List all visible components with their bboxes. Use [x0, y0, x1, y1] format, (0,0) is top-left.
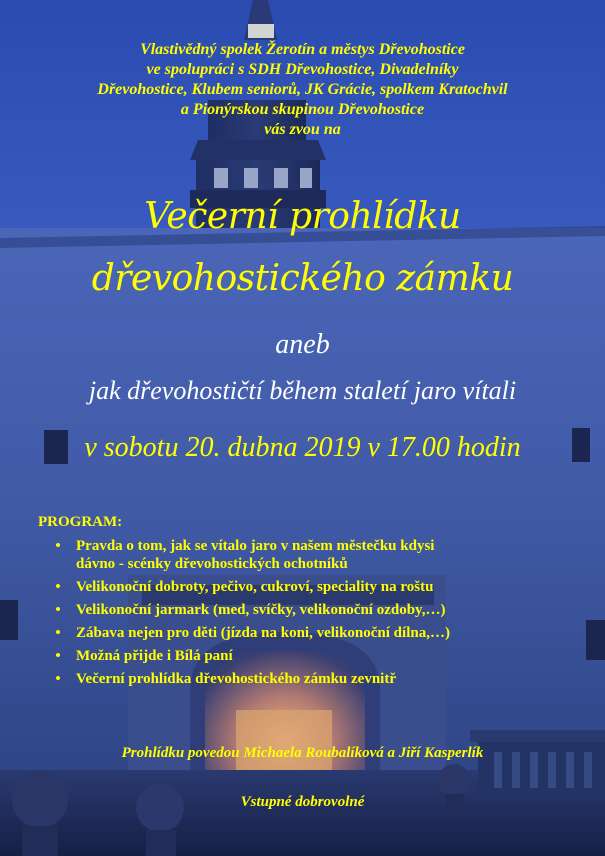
list-item-text: Večerní prohlídka dřevohostického zámku zevnitř — [76, 671, 397, 687]
list-item — [52, 578, 592, 596]
intro-line: vás zvou na — [264, 121, 341, 138]
bullet-icon: • — [55, 671, 61, 687]
event-date: v sobotu 20. dubna 2019 v 17.00 hodin — [84, 432, 521, 463]
aneb-text: aneb — [275, 329, 330, 360]
event-title — [0, 186, 605, 310]
entry-fee: Vstupné dobrovolné — [240, 794, 365, 810]
list-item-text: Pravda o tom, jak se vítalo jaro v našem městečku kdysi — [76, 538, 435, 554]
intro-line: Dřevohostice, Klubem seniorů, JK Grácie, spolkem Kratochvil — [97, 81, 508, 98]
list-item-text: dávno - scénky dřevohostických ochotníků — [76, 556, 348, 572]
bullet-icon: • — [55, 648, 61, 664]
list-item-text: Velikonoční jarmark (med, svíčky, velikonoční ozdoby,…) — [76, 602, 446, 618]
event-subtitle: jak dřevohostičtí během staletí jaro vítali — [88, 376, 517, 405]
tour-guides: Prohlídku povedou Michaela Roubalíková a Jiří Kasperlík — [121, 745, 484, 761]
title-line: dřevohostického zámku — [91, 258, 514, 299]
list-item — [52, 670, 592, 688]
list-item-text: Možná přijde i Bílá paní — [76, 648, 233, 664]
organizers-invitation — [20, 40, 585, 140]
list-item — [52, 601, 592, 619]
bullet-icon: • — [55, 602, 61, 618]
list-item-text: Zábava nejen pro děti (jízda na koni, velikonoční dílna,…) — [76, 625, 450, 641]
program-list — [52, 537, 592, 693]
list-item-text: Velikonoční dobroty, pečivo, cukroví, speciality na roštu — [76, 579, 434, 595]
intro-line: a Pionýrskou skupinou Dřevohostice — [180, 101, 425, 118]
program-heading: PROGRAM: — [38, 514, 123, 530]
title-line: Večerní prohlídku — [144, 196, 461, 237]
bullet-icon: • — [55, 579, 61, 595]
bullet-icon: • — [55, 538, 61, 554]
intro-line: Vlastivědný spolek Žerotín a městys Dřevohostice — [140, 41, 465, 58]
list-item — [52, 624, 592, 642]
intro-line: ve spolupráci s SDH Dřevohostice, Divadelníky — [146, 61, 459, 78]
bullet-icon: • — [55, 625, 61, 641]
list-item — [52, 537, 592, 573]
list-item — [52, 647, 592, 665]
